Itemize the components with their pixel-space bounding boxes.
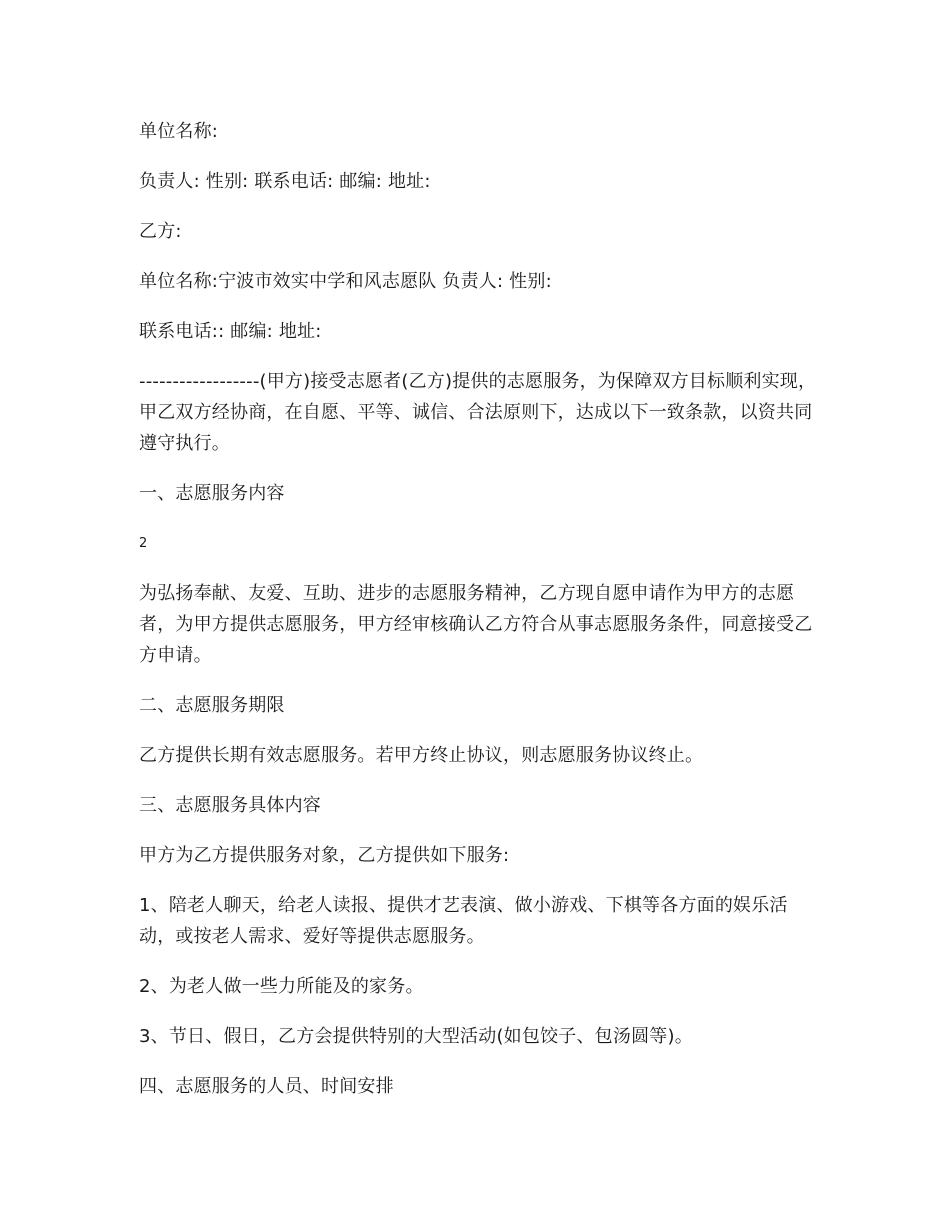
section-3-item-1: 1、陪老人聊天，给老人读报、提供才艺表演、做小游戏、下棋等各方面的娱乐活动，或按老人需求、爱好等提供志愿服务。 — [139, 895, 788, 947]
section-heading-1: 一、志愿服务内容 — [139, 483, 285, 504]
section-heading-3: 三、志愿服务具体内容 — [139, 795, 321, 816]
section-3-item-2: 2、为老人做一些力所能及的家务。 — [139, 976, 424, 997]
section-3-intro: 甲方为乙方提供服务对象，乙方提供如下服务: — [139, 845, 510, 866]
party-b-contact-line: 联系电话:: 邮编: 地址: — [139, 321, 322, 342]
party-a-contact-line: 负责人: 性别: 联系电话: 邮编: 地址: — [139, 171, 431, 192]
party-a-unit-name: 单位名称: — [139, 121, 219, 142]
document-body — [139, 116, 819, 1121]
party-b-unit-line: 单位名称:宁波市效实中学和风志愿队 负责人: 性别: — [139, 271, 552, 292]
section-2-paragraph: 乙方提供长期有效志愿服务。若甲方终止协议，则志愿服务协议终止。 — [139, 745, 704, 766]
section-1-paragraph: 为弘扬奉献、友爱、互助、进步的志愿服务精神，乙方现自愿申请作为甲方的志愿者，为甲方提供志愿服务，甲方经审核确认乙方符合从事志愿服务条件，同意接受乙方申请。 — [139, 583, 813, 666]
page-number: 2 — [139, 536, 148, 551]
section-heading-4: 四、志愿服务的人员、时间安排 — [139, 1076, 394, 1097]
section-heading-2: 二、志愿服务期限 — [139, 695, 285, 716]
section-3-item-3: 3、节日、假日，乙方会提供特别的大型活动(如包饺子、包汤圆等)。 — [139, 1026, 693, 1047]
party-b-label: 乙方: — [139, 221, 182, 242]
preamble-paragraph: ------------------(甲方)接受志愿者(乙方)提供的志愿服务，为保障双方目标顺利实现，甲乙双方经协商，在自愿、平等、诚信、合法原则下，达成以下一致条款，以资共同遵守执行。 — [139, 371, 817, 454]
